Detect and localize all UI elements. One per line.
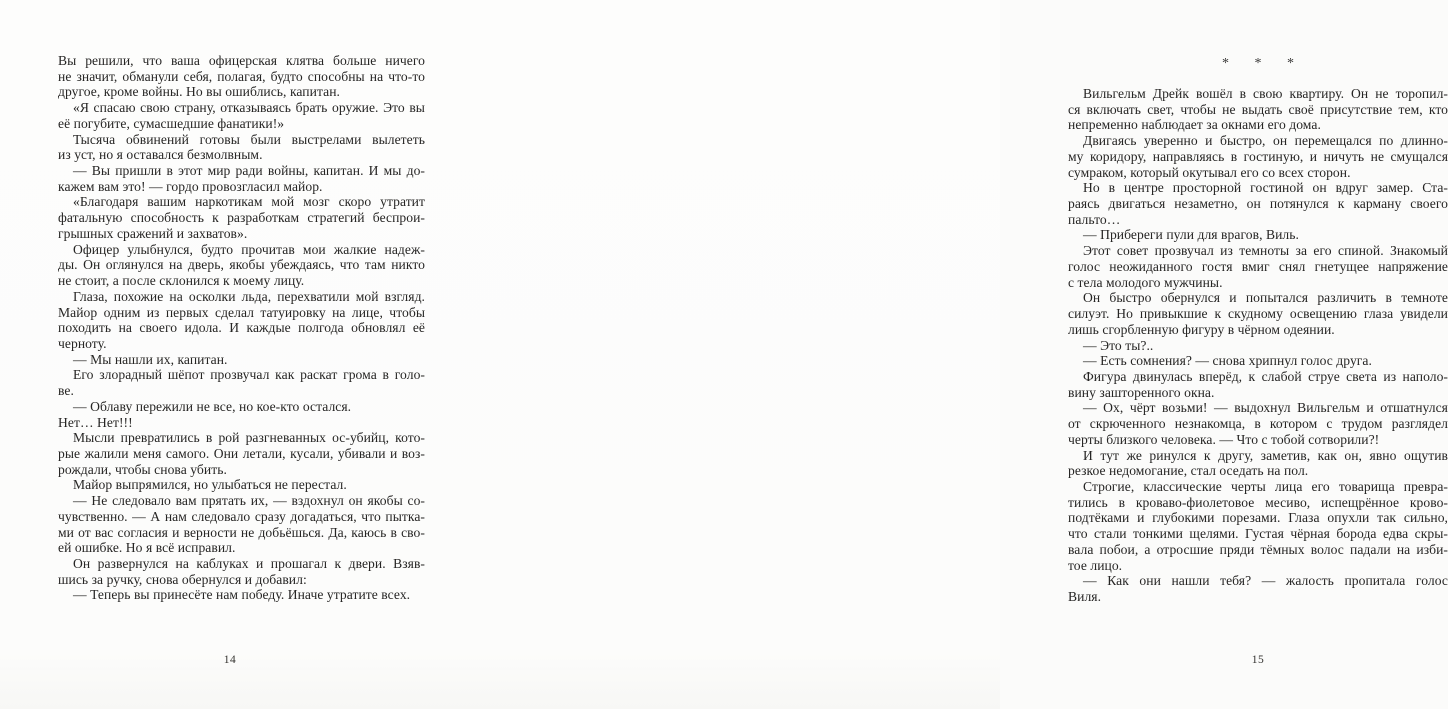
text-line: Майор одним из первых сделал татуировку на лице, чтобы	[58, 304, 425, 320]
text-line: му коридору, направляясь в гостиную, и ничуть не смущался	[1068, 148, 1448, 164]
text-line: Нет… Нет!!!	[58, 414, 133, 430]
text-line: кажем вам это! — гордо провозгласил майор.	[58, 178, 323, 194]
text-line: Строгие, классические черты лица его товарища превра-	[1083, 478, 1448, 494]
text-line: Вы решили, что ваша офицерская клятва больше ничего	[58, 53, 425, 68]
text-line: раясь двигаться незаметно, он потянулся к карману своего	[1068, 196, 1448, 212]
page-number-right: 15	[1251, 654, 1265, 666]
text-line: — Облаву пережили не все, но кое-кто остался.	[73, 398, 352, 414]
text-line: Его злорадный шёпот прозвучал как раскат грома в голо-	[73, 367, 425, 383]
page-number-left: 14	[223, 654, 237, 666]
text-line: чувственно. — А нам следовало сразу догадаться, что пытка-	[58, 508, 425, 524]
text-line: силуэт. Но привыкшие к скудному освещению глаза увидели	[1068, 306, 1448, 322]
text-line: лишь сгорбленную фигуру в чёрном одеянии.	[1068, 321, 1335, 337]
text-line: черты близкого человека. — Что с тобой сотворили?!	[1068, 431, 1380, 447]
text-line: «Я спасаю свою страну, отказываясь брать оружие. Это вы	[73, 100, 425, 116]
text-line: Этот совет прозвучал из темноты за его спиной. Знакомый	[1083, 243, 1448, 259]
text-line: — Это ты?..	[1083, 337, 1154, 353]
text-line: непременно наблюдает за окнами его дома.	[1068, 117, 1321, 133]
text-line: походить на своего идола. И каждые полгода обновлял её	[58, 320, 425, 336]
text-line: — Вы пришли в этот мир ради войны, капитан. И мы до-	[73, 163, 425, 179]
text-line: тились в кроваво-фиолетовое месиво, испещрённое крово-	[1068, 494, 1448, 510]
text-line: ды. Он оглянулся на дверь, якобы убеждаясь, что там никто	[58, 257, 425, 273]
text-line: тое лицо.	[1068, 557, 1123, 573]
left-page	[0, 0, 500, 709]
text-line: Двигаясь уверенно и быстро, он перемещался по длинно-	[1083, 133, 1448, 149]
text-line: Он развернулся на каблуках и прошагал к двери. Взяв-	[73, 556, 425, 571]
text-line: фатальную способность к разработкам стратегий беспрои-	[58, 210, 425, 226]
text-line: не значит, обманули себя, полагая, будто способны на что-то	[58, 68, 425, 84]
text-line: Виля.	[1068, 589, 1102, 604]
text-line: — Есть сомнения? — снова хрипнул голос друга.	[1083, 353, 1372, 369]
text-line: Вильгельм Дрейк вошёл в свою квартиру. Он не торопил-	[1083, 86, 1448, 101]
text-line: Тысяча обвинений готовы были выстрелами вылететь	[73, 131, 425, 147]
text-line: — Прибереги пули для врагов, Виль.	[1083, 227, 1299, 243]
text-line: Офицер улыбнулся, будто прочитав мои жалкие надеж-	[73, 241, 425, 257]
text-line: — Теперь вы принесёте нам победу. Иначе утратите всех.	[73, 587, 411, 603]
text-line: — Не следовало вам прятать их, — вздохнул он якобы со-	[73, 493, 425, 509]
right-page	[500, 0, 1448, 709]
text-line: с тела молодого мужчины.	[1068, 274, 1223, 290]
text-line: её погубите, сумасшедшие фанатики!»	[58, 115, 285, 131]
text-line: — Как они нашли тебя? — жалость пропитала голос	[1083, 573, 1448, 589]
text-line: грышных сражений и захватов».	[58, 225, 248, 241]
section-break-asterisks: * * *	[1222, 56, 1294, 71]
text-line: «Благодаря вашим наркотикам мой мозг скоро утратит	[73, 194, 425, 210]
text-line: Майор выпрямился, но улыбаться не перестал.	[73, 477, 347, 493]
text-line: пальто…	[1068, 211, 1121, 227]
right-page-text-block	[1068, 86, 1448, 605]
text-line: ей ошибке. Но я всё исправил.	[58, 540, 236, 556]
text-line: от скрюченного незнакомца, в котором с трудом разглядел	[1068, 416, 1448, 432]
text-line: вину зашторенного окна.	[1068, 384, 1215, 400]
text-line: не стоит, а после склонился к моему лицу.	[58, 273, 305, 289]
left-page-text-block	[58, 53, 425, 603]
text-line: ся включать свет, чтобы не выдать своё присутствие тем, кто	[1068, 101, 1448, 117]
text-line: из уст, но я оставался безмолвным.	[58, 147, 263, 163]
text-line: шись за ручку, снова обернулся и добавил:	[58, 571, 307, 587]
text-line: вала побои, а отросшие пряди тёмных волос падали на изби-	[1068, 541, 1448, 557]
text-line: рые жалили меня самого. Они летали, кусали, убивали и воз-	[58, 445, 425, 461]
text-line: резкое недомогание, стал оседать на пол.	[1068, 463, 1309, 479]
text-line: сумраком, который окутывал его со всех сторон.	[1068, 164, 1351, 180]
text-line: Он быстро обернулся и попытался различить в темноте	[1083, 290, 1448, 306]
text-line: другое, кроме войны. Но вы ошиблись, капитан.	[58, 84, 340, 100]
text-line: голос неожиданного гостя вмиг снял гнетущее напряжение	[1068, 258, 1448, 274]
text-line: Мысли превратились в рой разгневанных ос-убийц, кото-	[73, 430, 425, 446]
text-line: Фигура двинулась вперёд, к слабой струе света из наполо-	[1083, 368, 1448, 384]
text-line: Глаза, похожие на осколки льда, перехватили мой взгляд.	[73, 288, 425, 304]
text-line: рождали, чтобы снова убить.	[58, 461, 227, 477]
text-line: подтёками и глубокими порезами. Глаза опухли так сильно,	[1068, 510, 1448, 526]
text-line: И тут же ринулся к другу, заметив, как он, явно ощутив	[1083, 447, 1448, 463]
text-line: что стали тонкими щелями. Густая чёрная борода едва скры-	[1068, 526, 1448, 542]
text-line: ми от вас согласия и верности не добьёшься. Да, каюсь в сво-	[58, 524, 425, 540]
text-line: ве.	[58, 383, 74, 399]
text-line: черноту.	[58, 335, 107, 351]
text-line: — Ох, чёрт возьми! — выдохнул Вильгельм и отшатнулся	[1083, 400, 1448, 416]
text-line: — Мы нашли их, капитан.	[73, 351, 228, 367]
text-line: Но в центре просторной гостиной он вдруг замер. Ста-	[1083, 180, 1448, 196]
